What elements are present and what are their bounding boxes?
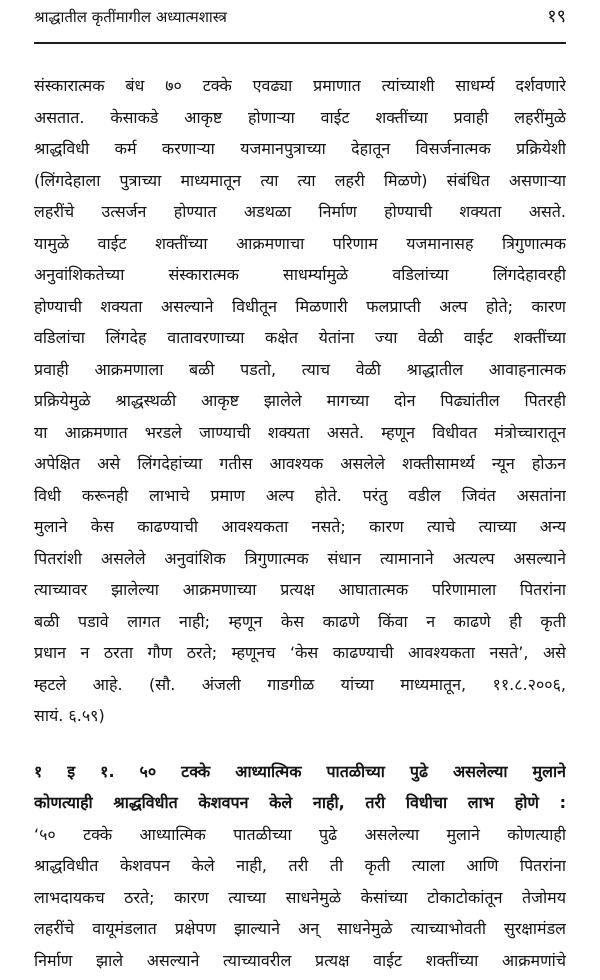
paragraph-1	[34, 70, 566, 732]
text-line: वडिलांचा लिंगदेह वातावरणाच्या कक्षेत येतांना ज्या वेळी वाईट शक्तींच्या	[34, 328, 566, 347]
text-line: अपेक्षित असे लिंगदेहांच्या गतीस आवश्यक असलेले शक्तीसामर्थ्य न्यून होऊन	[34, 454, 566, 473]
text-line: या आक्रमणात भरडले जाण्याची शक्यता असते. म्हणून विधीवत मंत्रोच्चारातून	[34, 422, 566, 442]
text-line: श्राद्धविधी कर्म करणार्‍या यजमानपुत्राच्या देहातून विसर्जनात्मक प्रक्रियेशी	[34, 139, 566, 158]
text-line: म्हटले आहे. (सौ. अंजली गाडगीळ यांच्या माध्यमातून, ११.८.२००६,	[34, 674, 566, 694]
header-rule	[34, 42, 566, 44]
text-line: प्रवाही आक्रमणाला बळी पडतो, त्याच वेळी श्राद्धातील आवाहनात्मक	[34, 359, 566, 379]
heading-line: कोणत्याही श्राद्धविधीत केशवपन केले नाही, तरी विधीचा लाभ होणे :	[34, 793, 566, 812]
text-line: लहरींचे वायूमंडलात प्रक्षेपण झाल्याने अन् साधनेमुळे त्याच्याभोवती सुरक्षामंडल	[34, 919, 566, 938]
text-line: प्रक्रियेमुळे श्राद्धस्थळी आकृष्ट झालेले मागच्या दोन पिढ्यांतील पितरही	[34, 391, 566, 410]
body-text	[34, 70, 566, 976]
section-heading	[34, 756, 566, 819]
text-line: ‘५० टक्के आध्यात्मिक पातळीच्या पुढे असलेल्या मुलाने कोणत्याही	[34, 824, 566, 844]
text-line: होण्याची शक्यता असल्याने विधीतून मिळणारी फलप्राप्ती अल्प होते; कारण	[34, 296, 566, 316]
text-line: लहरींचे उत्सर्जन होण्यात अडथळा निर्माण होण्याची शक्यता असते.	[34, 202, 566, 221]
text-line: श्राद्धविधीत केशवपन केले नाही, तरी ती कृती त्याला आणि पितरांना	[34, 856, 566, 875]
text-line: सायं. ६.५९)	[34, 706, 105, 725]
heading-line: १ इ १. ५० टक्के आध्यात्मिक पातळीच्या पुढे असलेल्या मुलाने	[34, 761, 566, 781]
text-line: त्याच्यावर झालेल्या आक्रमणाच्या प्रत्यक्ष आघातात्मक परिणामाला पितरांना	[34, 580, 566, 599]
text-line: मुलाने केस काढण्याची आवश्यकता नसते; कारण त्याचे त्याच्या अन्य	[34, 517, 566, 536]
text-line: असतात. केसाकडे आकृष्ट होणार्‍या वाईट शक्तींच्या प्रवाही लहरींमुळे	[34, 107, 566, 127]
page-number: १९	[547, 6, 566, 27]
text-line: विधी करूनही लाभाचे प्रमाण अल्प होते. परंतु वडील जिवंत असतांना	[34, 485, 566, 505]
running-title: श्राद्धातील कृतींमागील अध्यात्मशास्त्र	[34, 8, 227, 26]
paragraph-2	[34, 819, 566, 977]
page-header	[34, 4, 566, 34]
text-line: यामुळे वाईट शक्तींच्या आक्रमणाचा परिणाम यजमानासह त्रिगुणात्मक	[34, 233, 566, 253]
text-line: बळी पडावे लागत नाही; म्हणून केस काढणे किंवा न काढणे ही कृती	[34, 611, 566, 631]
text-line: (लिंगदेहाला पुत्राच्या माध्यमातून त्या त्या लहरी मिळणे) संबंधित असणार्‍या	[34, 170, 566, 190]
text-line: पितरांशी असलेले अनुवांशिक त्रिगुणात्मक संधान त्यामानाने अत्यल्प असल्याने	[34, 548, 566, 568]
text-line: निर्माण झाले असल्याने त्याच्यावरील प्रत्यक्ष वाईट शक्तींच्या आक्रमणांचे	[34, 950, 566, 970]
paragraph-gap	[34, 732, 566, 756]
text-line: प्रधान न ठरता गौण ठरते; म्हणूनच ‘केस काढण्याची आवश्यकता नसते’, असे	[34, 643, 566, 662]
text-line: अनुवांशिकतेच्या संस्कारात्मक साधर्म्यामुळे वडिलांच्या लिंगदेहावरही	[34, 265, 566, 284]
text-line: संस्कारात्मक बंध ७० टक्के एवढ्या प्रमाणात त्यांच्याशी साधर्म्य दर्शवणारे	[34, 76, 566, 95]
text-line: लाभदायकच ठरते; कारण त्याच्या साधनेमुळे केसांच्या टोकाटोकांतून तेजोमय	[34, 887, 566, 907]
